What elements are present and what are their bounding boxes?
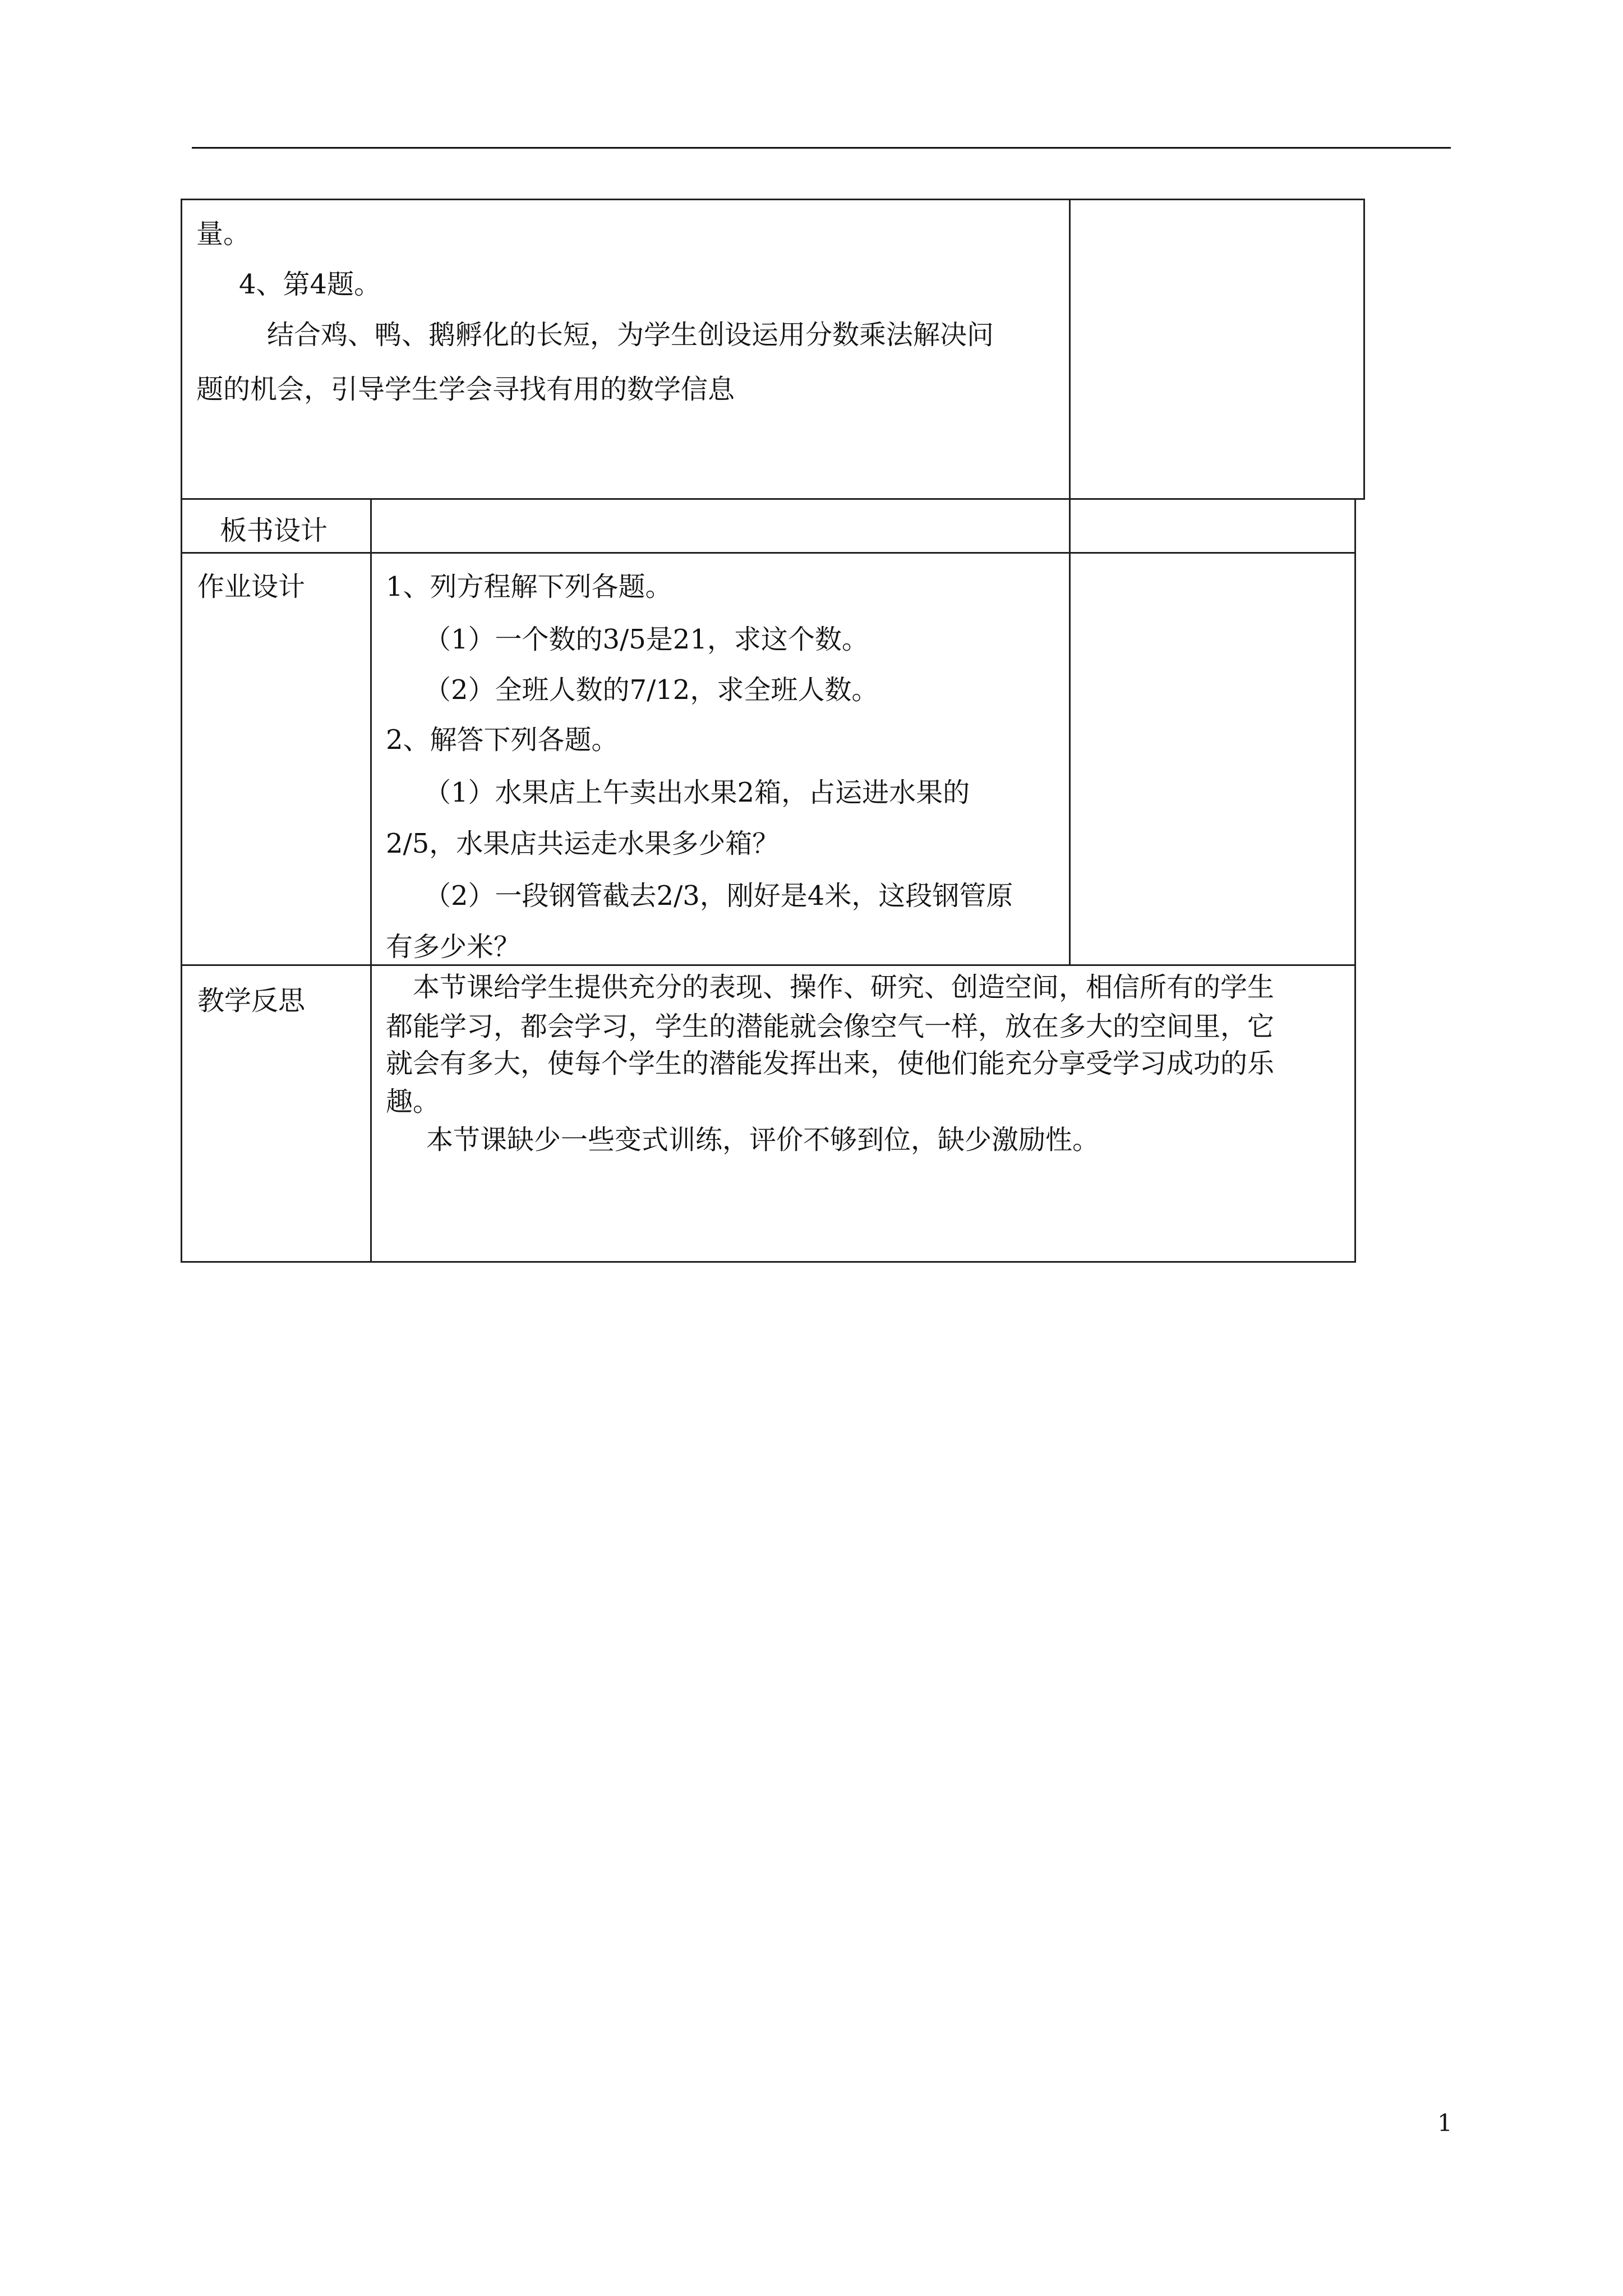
main-table-col-divider-1 [370, 498, 372, 1263]
homework-line: 1、列方程解下列各题。 [386, 571, 672, 602]
main-table-border-bottom [181, 1261, 1356, 1263]
top-section-line: 结合鸡、鸭、鹅孵化的长短，为学生创设运用分数乘法解决问 [267, 319, 994, 351]
homework-line: （1）一个数的3/5是21，求这个数。 [424, 624, 869, 655]
reflection-label: 教学反思 [197, 985, 306, 1016]
homework-line: （1）水果店上午卖出水果2箱，占运进水果的 [424, 777, 970, 808]
main-table-border-left [181, 498, 182, 1263]
main-table-border-right [1354, 498, 1356, 1263]
top-table-border-right [1363, 199, 1365, 500]
homework-label: 作业设计 [197, 571, 306, 602]
reflection-line: 本节课缺少一些变式训练，评价不够到位，缺少激励性。 [426, 1124, 1100, 1156]
homework-line: （2）一段钢管截去2/3，刚好是4米，这段钢管原 [424, 880, 1013, 912]
homework-line: 2、解答下列各题。 [386, 724, 619, 756]
top-section-line: 4、第4题。 [239, 269, 381, 300]
main-table-border-top [181, 498, 1356, 500]
main-table-row-divider-1 [181, 552, 1356, 554]
top-table-border-divider [1069, 199, 1071, 500]
header-rule [192, 147, 1451, 149]
top-section-line: 量。 [196, 218, 251, 250]
top-table-border-left [181, 199, 182, 500]
reflection-line: 趣。 [386, 1086, 440, 1117]
board-design-label: 板书设计 [220, 515, 328, 546]
homework-line: 有多少米？ [386, 931, 521, 963]
reflection-line: 就会有多大，使每个学生的潜能发挥出来，使他们能充分享受学习成功的乐 [386, 1048, 1275, 1079]
homework-line: 2/5，水果店共运走水果多少箱？ [386, 828, 780, 859]
top-table-border-top [181, 199, 1365, 200]
top-section-line: 题的机会，引导学生学会寻找有用的数学信息 [196, 374, 735, 405]
reflection-line: 都能学习，都会学习，学生的潜能就会像空气一样，放在多大的空间里，它 [386, 1011, 1275, 1042]
main-table-col-divider-2 [1069, 498, 1071, 966]
homework-line: （2）全班人数的7/12，求全班人数。 [424, 674, 879, 706]
main-table-row-divider-2 [181, 964, 1356, 966]
page-number: 1 [1437, 2109, 1453, 2137]
reflection-line: 本节课给学生提供充分的表现、操作、研究、创造空间，相信所有的学生 [413, 972, 1275, 1003]
